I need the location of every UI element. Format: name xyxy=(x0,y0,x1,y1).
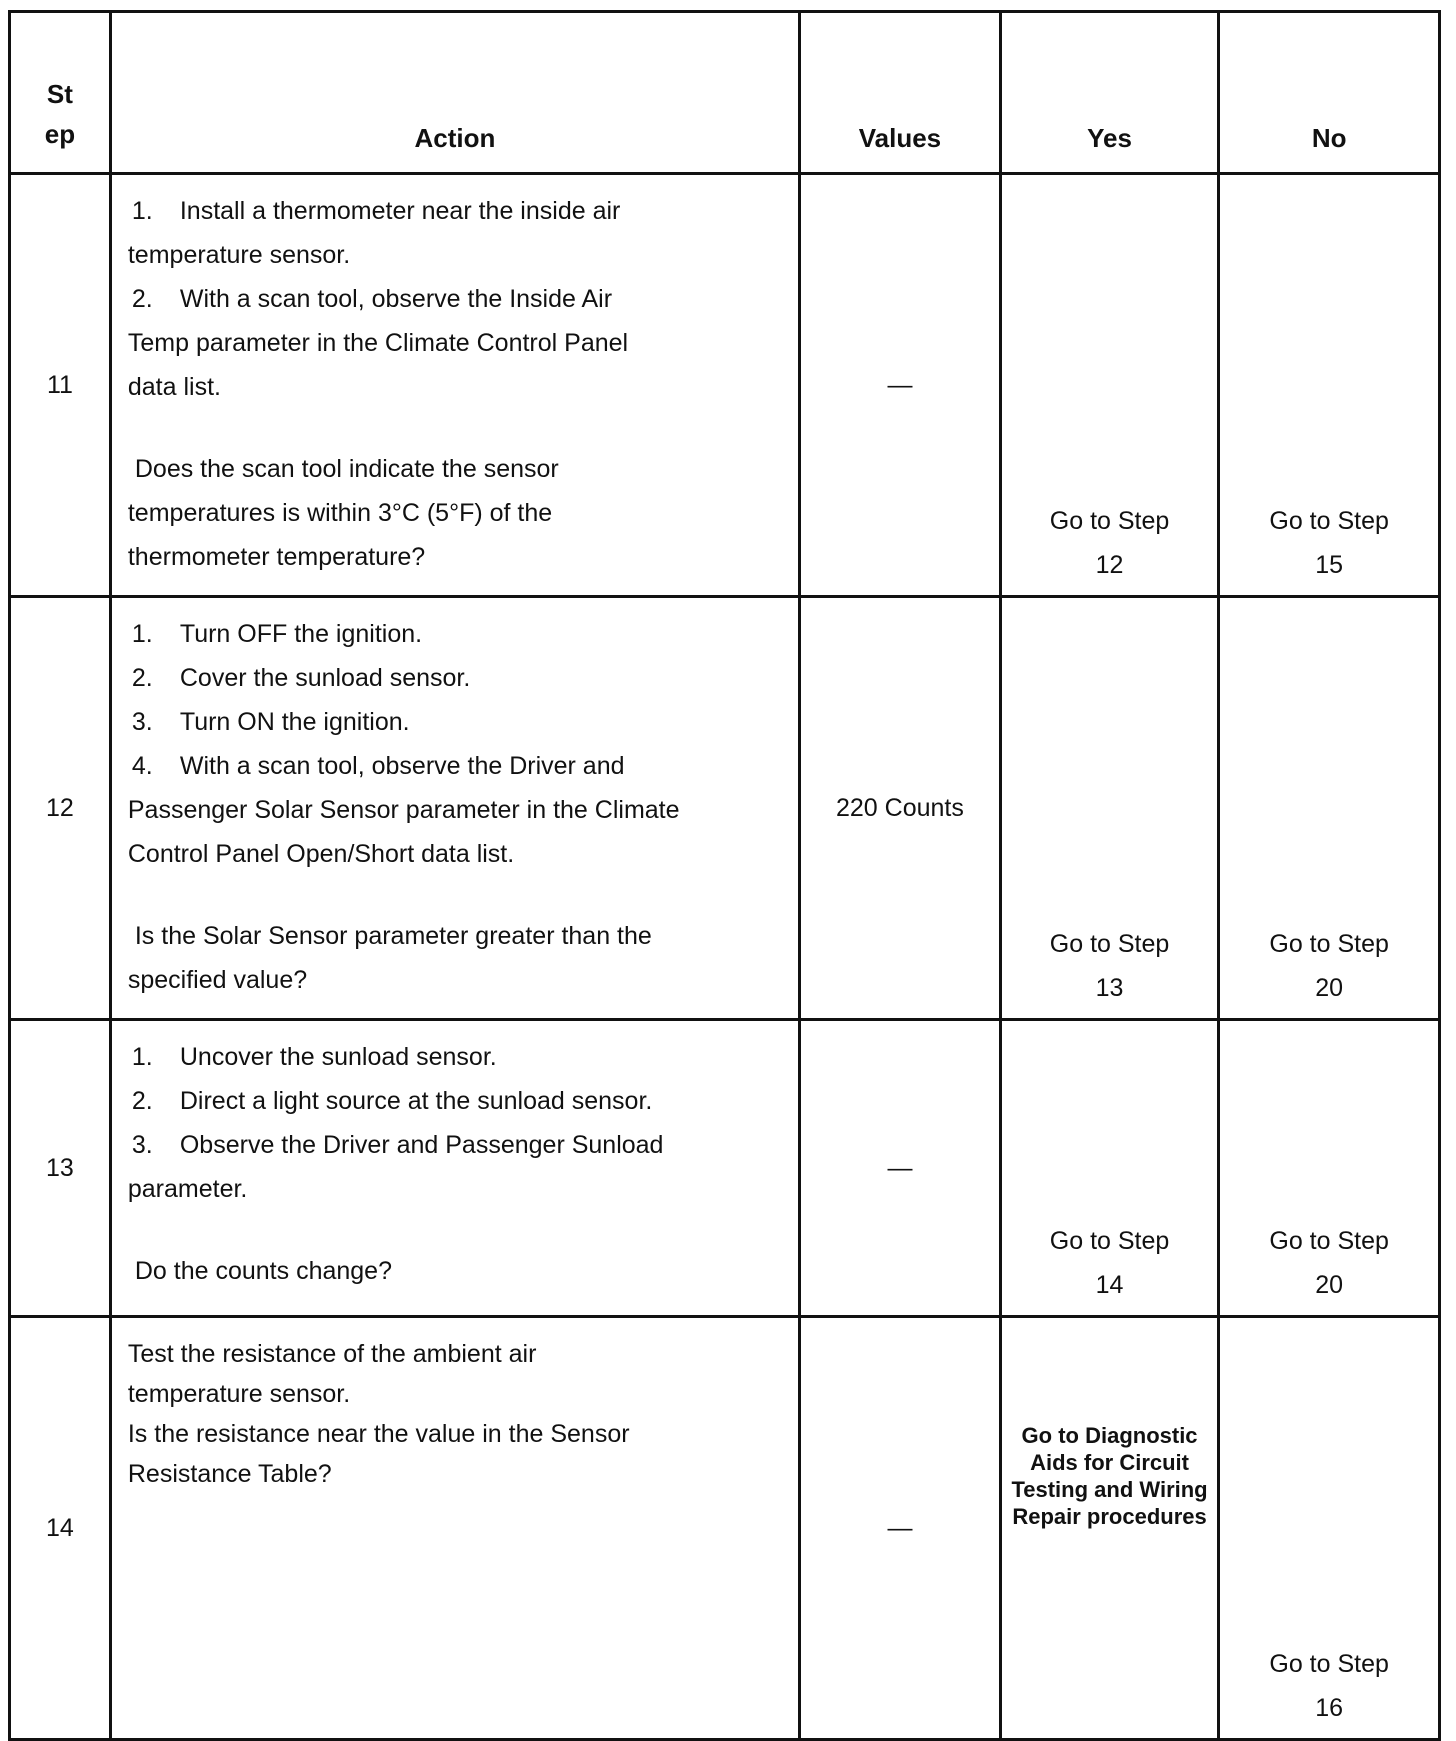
action-cell xyxy=(110,1020,799,1317)
value-cell: — xyxy=(800,174,1001,597)
step-num: 4. xyxy=(131,752,153,780)
header-action: Action xyxy=(110,12,799,174)
action-line xyxy=(128,1123,788,1167)
no-step: 15 xyxy=(1315,551,1344,579)
step-text: Uncover the sunload sensor. xyxy=(179,1043,497,1071)
step-num: 2. xyxy=(131,1087,153,1115)
question-line: temperatures is within 3°C (5°F) of the xyxy=(127,499,553,527)
header-step-line-2: ep xyxy=(44,119,76,149)
step-num: 1. xyxy=(131,1043,153,1071)
yes-step: 13 xyxy=(1095,974,1124,1002)
no-step: 20 xyxy=(1315,1271,1344,1299)
step-text: With a scan tool, observe the Inside Air xyxy=(179,285,613,313)
yes-line: Repair procedures xyxy=(1012,1504,1207,1529)
no-text: Go to Step xyxy=(1269,1227,1389,1255)
action-line: temperature sensor. xyxy=(127,1380,351,1408)
procedure-table-container xyxy=(8,10,1441,1741)
yes-text: Go to Step xyxy=(1049,507,1170,535)
step-text: Install a thermometer near the inside air xyxy=(179,197,621,225)
header-no: No xyxy=(1219,12,1440,174)
question-line: specified value? xyxy=(127,966,308,994)
yes-text: Go to Step xyxy=(1049,1227,1170,1255)
action-line: Resistance Table? xyxy=(127,1460,332,1488)
step-text: Passenger Solar Sensor parameter in the Climate xyxy=(127,796,680,824)
yes-line: Testing and Wiring xyxy=(1011,1477,1208,1502)
step-num: 2. xyxy=(131,285,153,313)
question-line: Do the counts change? xyxy=(134,1257,392,1285)
yes-line: Go to Diagnostic xyxy=(1021,1423,1198,1448)
table-row xyxy=(10,597,1440,1020)
step-text: Control Panel Open/Short data list. xyxy=(127,840,515,868)
step-number: 11 xyxy=(10,174,111,597)
value-cell: — xyxy=(800,1317,1001,1740)
step-text: Temp parameter in the Climate Control Panel xyxy=(127,329,629,357)
question xyxy=(128,447,788,491)
header-values: Values xyxy=(800,12,1001,174)
step-text: Direct a light source at the sunload sensor. xyxy=(179,1087,653,1115)
no-text: Go to Step xyxy=(1269,930,1389,958)
action-cell xyxy=(110,1317,799,1740)
action-line xyxy=(128,656,788,700)
header-step xyxy=(10,12,111,174)
header-yes: Yes xyxy=(1000,12,1219,174)
table-row xyxy=(10,174,1440,597)
step-num: 2. xyxy=(131,664,153,692)
no-cell xyxy=(1219,597,1440,1020)
step-text: data list. xyxy=(127,373,221,401)
action-line xyxy=(128,1079,788,1123)
table-row xyxy=(10,1020,1440,1317)
action-line: Is the resistance near the value in the Sensor xyxy=(127,1420,630,1448)
yes-cell xyxy=(1000,174,1219,597)
question-line: Does the scan tool indicate the sensor xyxy=(134,455,559,483)
step-text: Cover the sunload sensor. xyxy=(179,664,471,692)
yes-step: 14 xyxy=(1095,1271,1124,1299)
action-line: Test the resistance of the ambient air xyxy=(127,1340,537,1368)
yes-cell xyxy=(1000,1317,1219,1740)
action-line xyxy=(128,832,788,876)
no-cell xyxy=(1219,1317,1440,1740)
action-cell xyxy=(110,597,799,1020)
step-text: Observe the Driver and Passenger Sunload xyxy=(179,1131,664,1159)
header-row xyxy=(10,12,1440,174)
step-text: Turn OFF the ignition. xyxy=(179,620,423,648)
step-num: 1. xyxy=(131,197,153,225)
yes-cell xyxy=(1000,597,1219,1020)
no-cell xyxy=(1219,174,1440,597)
table-row xyxy=(10,1317,1440,1740)
no-cell xyxy=(1219,1020,1440,1317)
question xyxy=(128,1249,788,1293)
question-line: thermometer temperature? xyxy=(127,543,426,571)
no-text: Go to Step xyxy=(1269,507,1389,535)
action-line xyxy=(128,612,788,656)
yes-step: 12 xyxy=(1095,551,1124,579)
step-number: 13 xyxy=(10,1020,111,1317)
value-cell: — xyxy=(800,1020,1001,1317)
action-line xyxy=(128,744,788,788)
action-line xyxy=(128,321,788,365)
step-text: parameter. xyxy=(127,1175,248,1203)
step-text: temperature sensor. xyxy=(127,241,351,269)
value-cell: 220 Counts xyxy=(800,597,1001,1020)
action-line xyxy=(128,788,788,832)
yes-cell xyxy=(1000,1020,1219,1317)
question-line: Is the Solar Sensor parameter greater than the xyxy=(134,922,652,950)
step-text: With a scan tool, observe the Driver and xyxy=(179,752,625,780)
action-line xyxy=(128,233,788,277)
header-step-line-1: St xyxy=(46,79,73,109)
yes-line: Aids for Circuit xyxy=(1030,1450,1189,1475)
step-number: 12 xyxy=(10,597,111,1020)
step-number: 14 xyxy=(10,1317,111,1740)
diagnostic-procedure-table xyxy=(8,10,1441,1741)
action-line xyxy=(128,277,788,321)
step-num: 3. xyxy=(131,708,153,736)
action-line xyxy=(128,365,788,409)
action-line xyxy=(128,1167,788,1211)
action-line xyxy=(128,189,788,233)
step-num: 3. xyxy=(131,1131,153,1159)
action-cell xyxy=(110,174,799,597)
no-step: 16 xyxy=(1315,1694,1344,1722)
yes-text: Go to Step xyxy=(1049,930,1170,958)
no-text: Go to Step xyxy=(1269,1650,1389,1678)
step-text: Turn ON the ignition. xyxy=(179,708,410,736)
action-line xyxy=(128,1035,788,1079)
question xyxy=(128,914,788,958)
no-step: 20 xyxy=(1315,974,1344,1002)
step-num: 1. xyxy=(131,620,153,648)
action-line xyxy=(128,700,788,744)
